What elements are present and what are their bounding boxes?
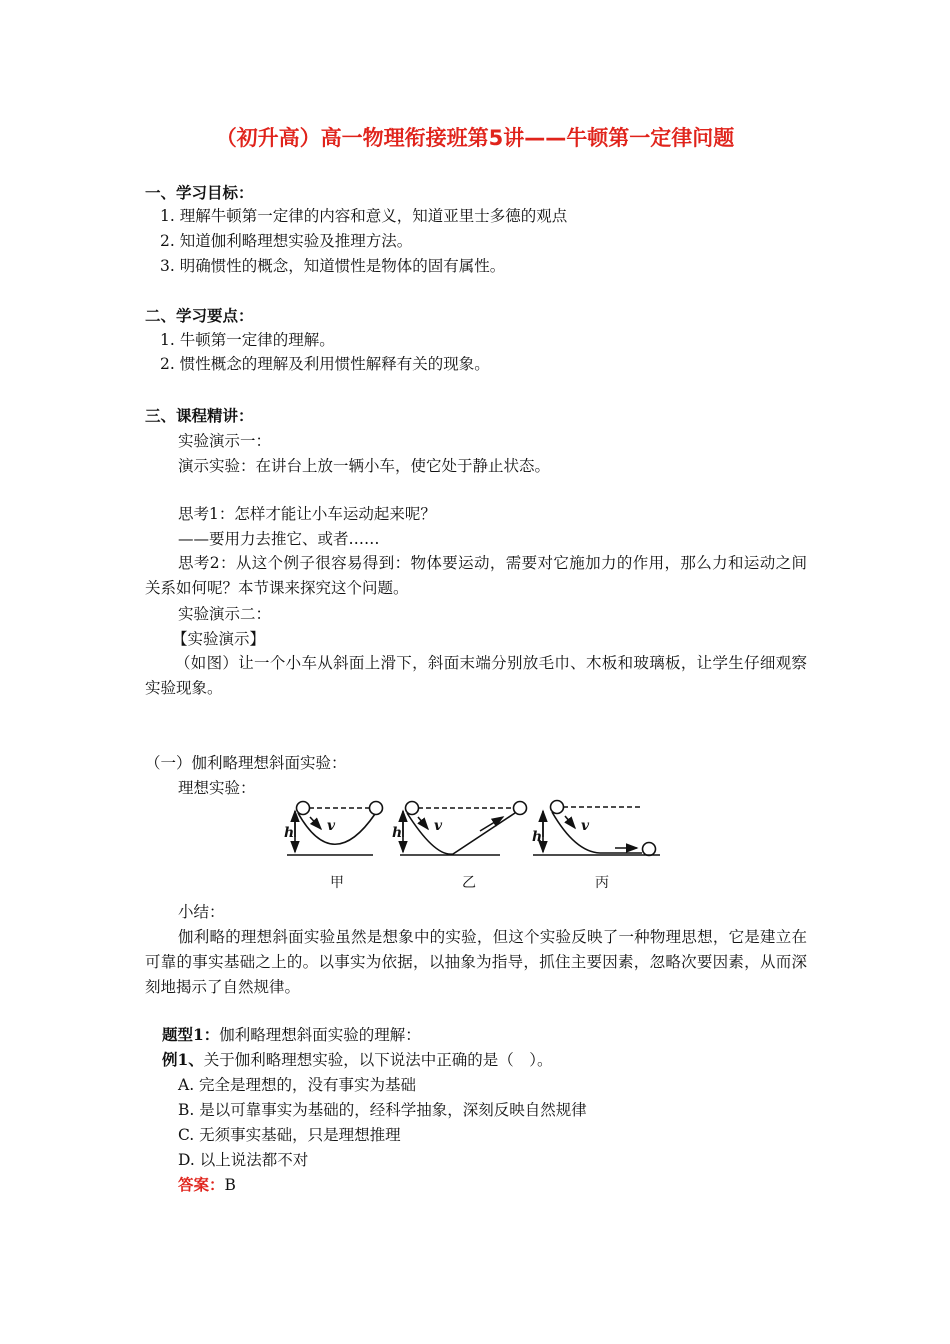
key-point-item: 1. 牛顿第一定律的理解。 <box>160 331 335 349</box>
caption-jia: 甲 <box>330 875 344 891</box>
key-point-item: 2. 惯性概念的理解及利用惯性解释有关的现象。 <box>160 355 490 373</box>
caption-yi: 乙 <box>462 875 476 891</box>
objective-item: 2. 知道伽利略理想实验及推理方法。 <box>160 232 413 250</box>
demo2-paragraph: （如图）让一个小车从斜面上滑下，斜面末端分别放毛巾、木板和玻璃板，让学生仔细观察实验现象。 <box>145 654 807 697</box>
think1-answer: ——要用力去推它、或者…… <box>178 530 380 548</box>
option-d: D. 以上说法都不对 <box>178 1151 309 1169</box>
answer-value: B <box>224 1176 236 1194</box>
think1-question: 思考1：怎样才能让小车运动起来呢？ <box>178 505 436 523</box>
figure-yi <box>400 802 527 856</box>
option-b: B. 是以可靠事实为基础的，经科学抽象，深刻反映自然规律 <box>178 1101 587 1119</box>
demo2-bracket-label: 【实验演示】 <box>172 630 266 648</box>
summary-label: 小结： <box>178 903 225 921</box>
figure-bing <box>533 801 660 856</box>
demo2-label: 实验演示二： <box>178 605 272 623</box>
question-type-label: 题型1： <box>162 1025 220 1044</box>
ideal-experiment-label: 理想实验： <box>178 779 256 797</box>
page-title: （初升高）高一物理衔接班第5讲——牛顿第一定律问题 <box>215 126 735 150</box>
velocity-label: v <box>434 818 443 834</box>
question-type-line <box>162 1024 421 1046</box>
answer-label: 答案： <box>178 1175 225 1194</box>
galileo-experiment-heading: （一）伽利略理想斜面实验： <box>145 754 347 772</box>
question-type-text: 伽利略理想斜面实验的理解： <box>219 1026 421 1044</box>
example1-label: 例1、 <box>162 1050 204 1069</box>
summary-paragraph: 伽利略的理想斜面实验虽然是想象中的实验，但这个实验反映了一种物理思想，它是建立在可靠的事实基础之上的。以事实为依据，以抽象为指导，抓住主要因素，忽略次要因素，从而深刻地揭示了自然规律。 <box>145 928 807 996</box>
think2-paragraph: 思考2：从这个例子很容易得到：物体要运动，需要对它施加力的作用，那么力和运动之间关系如何呢？本节课来探究这个问题。 <box>145 554 807 597</box>
option-c: C. 无须事实基础，只是理想推理 <box>178 1126 401 1144</box>
demo1-text: 演示实验：在讲台上放一辆小车，使它处于静止状态。 <box>178 457 551 475</box>
section-heading-key-points: 二、学习要点： <box>145 306 254 325</box>
example1-stem-line <box>162 1049 553 1071</box>
demo1-label: 实验演示一： <box>178 432 272 450</box>
height-label: h <box>392 825 403 841</box>
objective-item: 1. 理解牛顿第一定律的内容和意义，知道亚里士多德的观点 <box>160 207 568 225</box>
section-heading-objectives: 一、学习目标： <box>145 183 254 202</box>
galileo-incline-figure <box>275 797 670 897</box>
objective-item: 3. 明确惯性的概念，知道惯性是物体的固有属性。 <box>160 257 506 275</box>
caption-bing: 丙 <box>595 875 609 891</box>
section-heading-lecture: 三、课程精讲： <box>145 406 254 425</box>
velocity-label: v <box>327 818 336 834</box>
answer-line <box>178 1174 236 1196</box>
velocity-label: v <box>581 818 590 834</box>
height-label: h <box>532 829 543 845</box>
example1-stem: 关于伽利略理想实验，以下说法中正确的是（ ）。 <box>203 1051 553 1069</box>
option-a: A. 完全是理想的，没有事实为基础 <box>178 1076 417 1094</box>
height-label: h <box>284 825 295 841</box>
